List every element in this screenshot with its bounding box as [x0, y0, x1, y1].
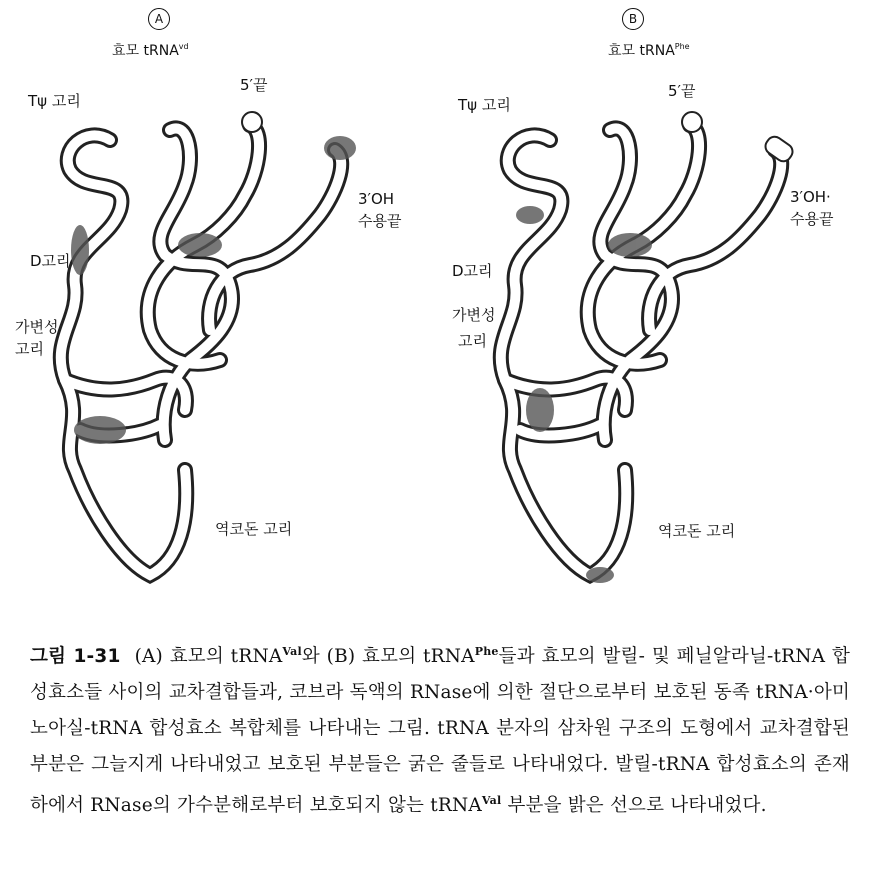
figure-caption	[30, 634, 850, 824]
caption-text-2: 와 (B) 효모의 tRNA	[301, 646, 475, 667]
panel-a-title: 효모 tRNA$^{vd}$	[112, 42, 189, 59]
panel-b-letter: B	[622, 8, 644, 30]
panel-b-trna-structure	[501, 112, 796, 583]
panel-a-variable-loop-label-1: 가변성	[15, 318, 59, 336]
caption-sup-2: Phe	[474, 645, 499, 658]
panel-b-variable-loop-label-2: 고리	[458, 332, 487, 350]
panel-a-acceptor-end-label: 수용끝	[358, 212, 402, 230]
panel-b-t-loop-label: Tψ 고리	[458, 96, 511, 114]
caption-text-3: 들과 효모의 발릴- 및 페닐알라닐-tRNA 합성효소들 사이의 교차결합들과, 코브라 독액의 RNase에 의한 절단으로부터 보호된 동족 tRNA·아미노아실-tRNA 합성효소 복합체를 나타내는 그림. tRNA 분자의 삼차원 구조의 도형에서 교차결합된 부분은 그늘지게 나타내었고 보호된 부분들은 굵은 줄들로 나타내었다. 발릴-tRNA 합성효소의 존재하에서 RNase의 가수분해로부터 보호되지 않는 tRNA	[30, 646, 851, 816]
panel-a-d-loop-label: D고리	[30, 252, 71, 270]
caption-text-4: 부분을 밝은 선으로 나타내었다.	[501, 795, 767, 816]
panel-b-anticodon-loop-label: 역코돈 고리	[658, 522, 736, 540]
panel-b-title: 효모 tRNA$^{Phe}$	[608, 42, 690, 59]
panel-b-3oh-label: 3′OH·	[790, 188, 831, 206]
panel-a-letter: A	[148, 8, 170, 30]
panel-a-3oh-label: 3′OH	[358, 190, 395, 208]
panel-b-5-end-label: 5′끝	[668, 82, 696, 100]
panel-b-acceptor-end-label: 수용끝	[790, 210, 834, 228]
panel-a-5-end-label: 5′끝	[240, 76, 268, 94]
panel-b-d-loop-label: D고리	[452, 262, 493, 280]
caption-sup-1: Val	[282, 645, 302, 658]
panel-b-variable-loop-label-1: 가변성	[452, 306, 496, 324]
figure-number: 그림 1-31	[30, 646, 121, 667]
panel-a-variable-loop-label-2: 고리	[15, 340, 44, 358]
caption-text-1: (A) 효모의 tRNA	[134, 646, 283, 667]
caption-sup-3: Val	[481, 794, 502, 807]
panel-a-anticodon-loop-label: 역코돈 고리	[215, 520, 293, 538]
panel-a-trna-structure	[61, 112, 356, 575]
panel-a-t-loop-label: Tψ 고리	[28, 92, 81, 110]
